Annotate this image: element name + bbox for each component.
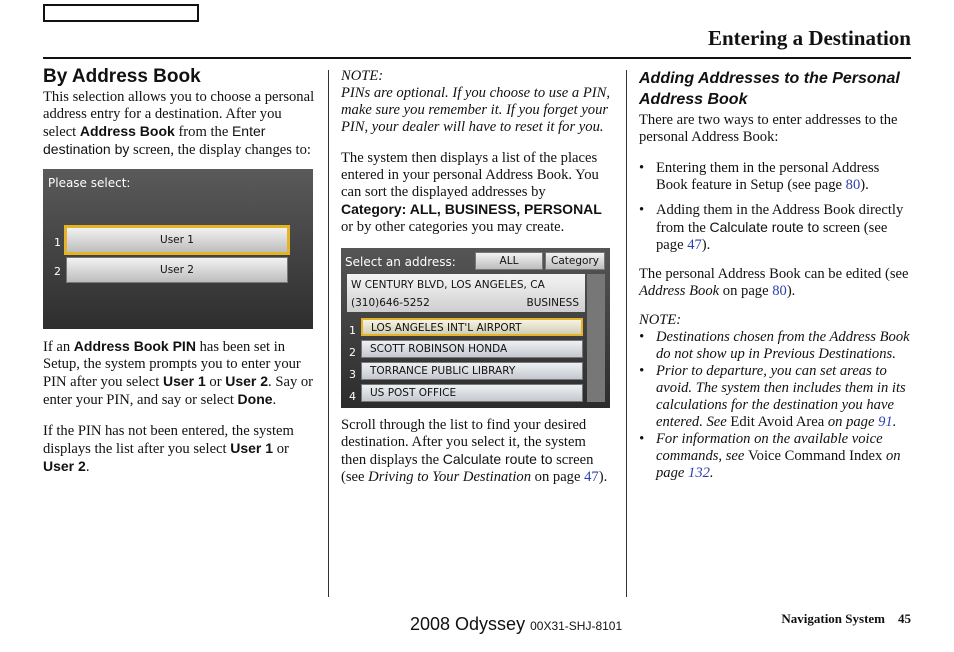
row-number: 2 xyxy=(349,346,356,359)
note-label: NOTE: xyxy=(639,312,682,328)
footer-section: Navigation System 45 xyxy=(781,611,911,626)
page-link[interactable]: 132 xyxy=(688,465,710,481)
footer-code: 00X31-SHJ-8101 xyxy=(530,619,623,633)
address-street: W CENTURY BLVD, LOS ANGELES, CA xyxy=(351,279,545,291)
address-row[interactable]: US POST OFFICE xyxy=(361,384,583,402)
selected-address-panel xyxy=(347,274,585,312)
note-pin: PINs are optional. If you choose to use a PIN, make sure you remember it. If you forget your PIN, your dealer will have to reset it for you. xyxy=(341,85,611,135)
list-item: • Adding them in the Address Book directly from the Calculate route to screen (see page 47). xyxy=(639,202,911,254)
paragraph-list: The system then displays a list of the places entered in your personal Address Book. You can sort the displayed addresses by Category: ALL, BUSINESS, PERSONAL or by other categories you may create. xyxy=(341,150,602,235)
page-link[interactable]: 80 xyxy=(772,283,787,299)
paragraph-ways: There are two ways to enter addresses to the personal Address Book: xyxy=(639,112,898,145)
paragraph-no-pin: If the PIN has not been entered, the system displays the list after you select User 1 or User 2. xyxy=(43,423,294,475)
user-1-button[interactable]: User 1 xyxy=(64,225,290,255)
header-tab-box xyxy=(43,4,199,22)
address-list-screen xyxy=(341,248,610,408)
column-2 xyxy=(341,68,613,500)
category-button[interactable]: Category xyxy=(545,252,605,270)
row-number: 4 xyxy=(349,390,356,403)
address-phone: (310)646-5252 xyxy=(351,297,430,309)
user-2-button[interactable]: User 2 xyxy=(66,257,288,283)
page-link[interactable]: 80 xyxy=(845,177,861,193)
address-row[interactable]: TORRANCE PUBLIC LIBRARY xyxy=(361,362,583,380)
notes-list xyxy=(639,329,911,482)
address-row[interactable]: SCOTT ROBINSON HONDA xyxy=(361,340,583,358)
paragraph-pin: If an Address Book PIN has been set in Setup, the system prompts you to enter your PIN after you select User 1 or User 2. Say or enter your PIN, and say or select Done. xyxy=(43,338,314,408)
section-heading: By Address Book xyxy=(43,66,201,87)
ways-list xyxy=(639,160,911,254)
list-scrollbar[interactable] xyxy=(587,274,605,402)
page-link[interactable]: 47 xyxy=(687,237,702,253)
row-number: 1 xyxy=(349,324,356,337)
address-category: BUSINESS xyxy=(526,297,579,309)
paragraph-edit: The personal Address Book can be edited (see Address Book on page 80). xyxy=(639,266,909,299)
address-row[interactable]: LOS ANGELES INT'L AIRPORT xyxy=(361,318,583,336)
subsection-heading: Adding Addresses to the Personal Address Book xyxy=(639,70,900,108)
item-number: 1 xyxy=(54,236,61,249)
screen-title: Select an address: xyxy=(345,255,456,269)
footer-model: 2008 Odyssey 00X31-SHJ-8101 xyxy=(410,614,623,634)
page-link[interactable]: 47 xyxy=(584,469,599,485)
column-1 xyxy=(43,68,315,490)
header-rule xyxy=(43,57,911,59)
page-number: 45 xyxy=(898,611,911,626)
list-item: • Prior to departure, you can set areas to avoid. The system then includes them in its calculations for the destination you have entered. See Edit Avoid Area on page 91. xyxy=(639,363,911,431)
note-label: NOTE: xyxy=(341,68,384,84)
list-item: • Destinations chosen from the Address Book do not show up in Previous Destinations. xyxy=(639,329,911,363)
paragraph-scroll: Scroll through the list to find your desired destination. After you select it, the system then displays the Calculate route to screen (see Driving to Your Destination on page 47). xyxy=(341,417,608,485)
page-link[interactable]: 91 xyxy=(878,414,893,430)
user-select-screen xyxy=(43,169,313,329)
column-divider-1 xyxy=(328,70,329,597)
list-item: • Entering them in the personal Address Book feature in Setup (see page 80). xyxy=(639,160,911,194)
paragraph-intro: This selection allows you to choose a personal address entry for a destination. After you select Address Book from the Enter destination by screen, the display changes to: xyxy=(43,89,315,158)
item-number: 2 xyxy=(54,265,61,278)
column-3 xyxy=(639,68,911,482)
row-number: 3 xyxy=(349,368,356,381)
page-title: Entering a Destination xyxy=(707,26,911,50)
list-item: • For information on the available voice commands, see Voice Command Index on page 132. xyxy=(639,431,911,482)
screen-title: Please select: xyxy=(48,176,131,190)
category-all-button[interactable]: ALL xyxy=(475,252,543,270)
column-divider-2 xyxy=(626,70,627,597)
